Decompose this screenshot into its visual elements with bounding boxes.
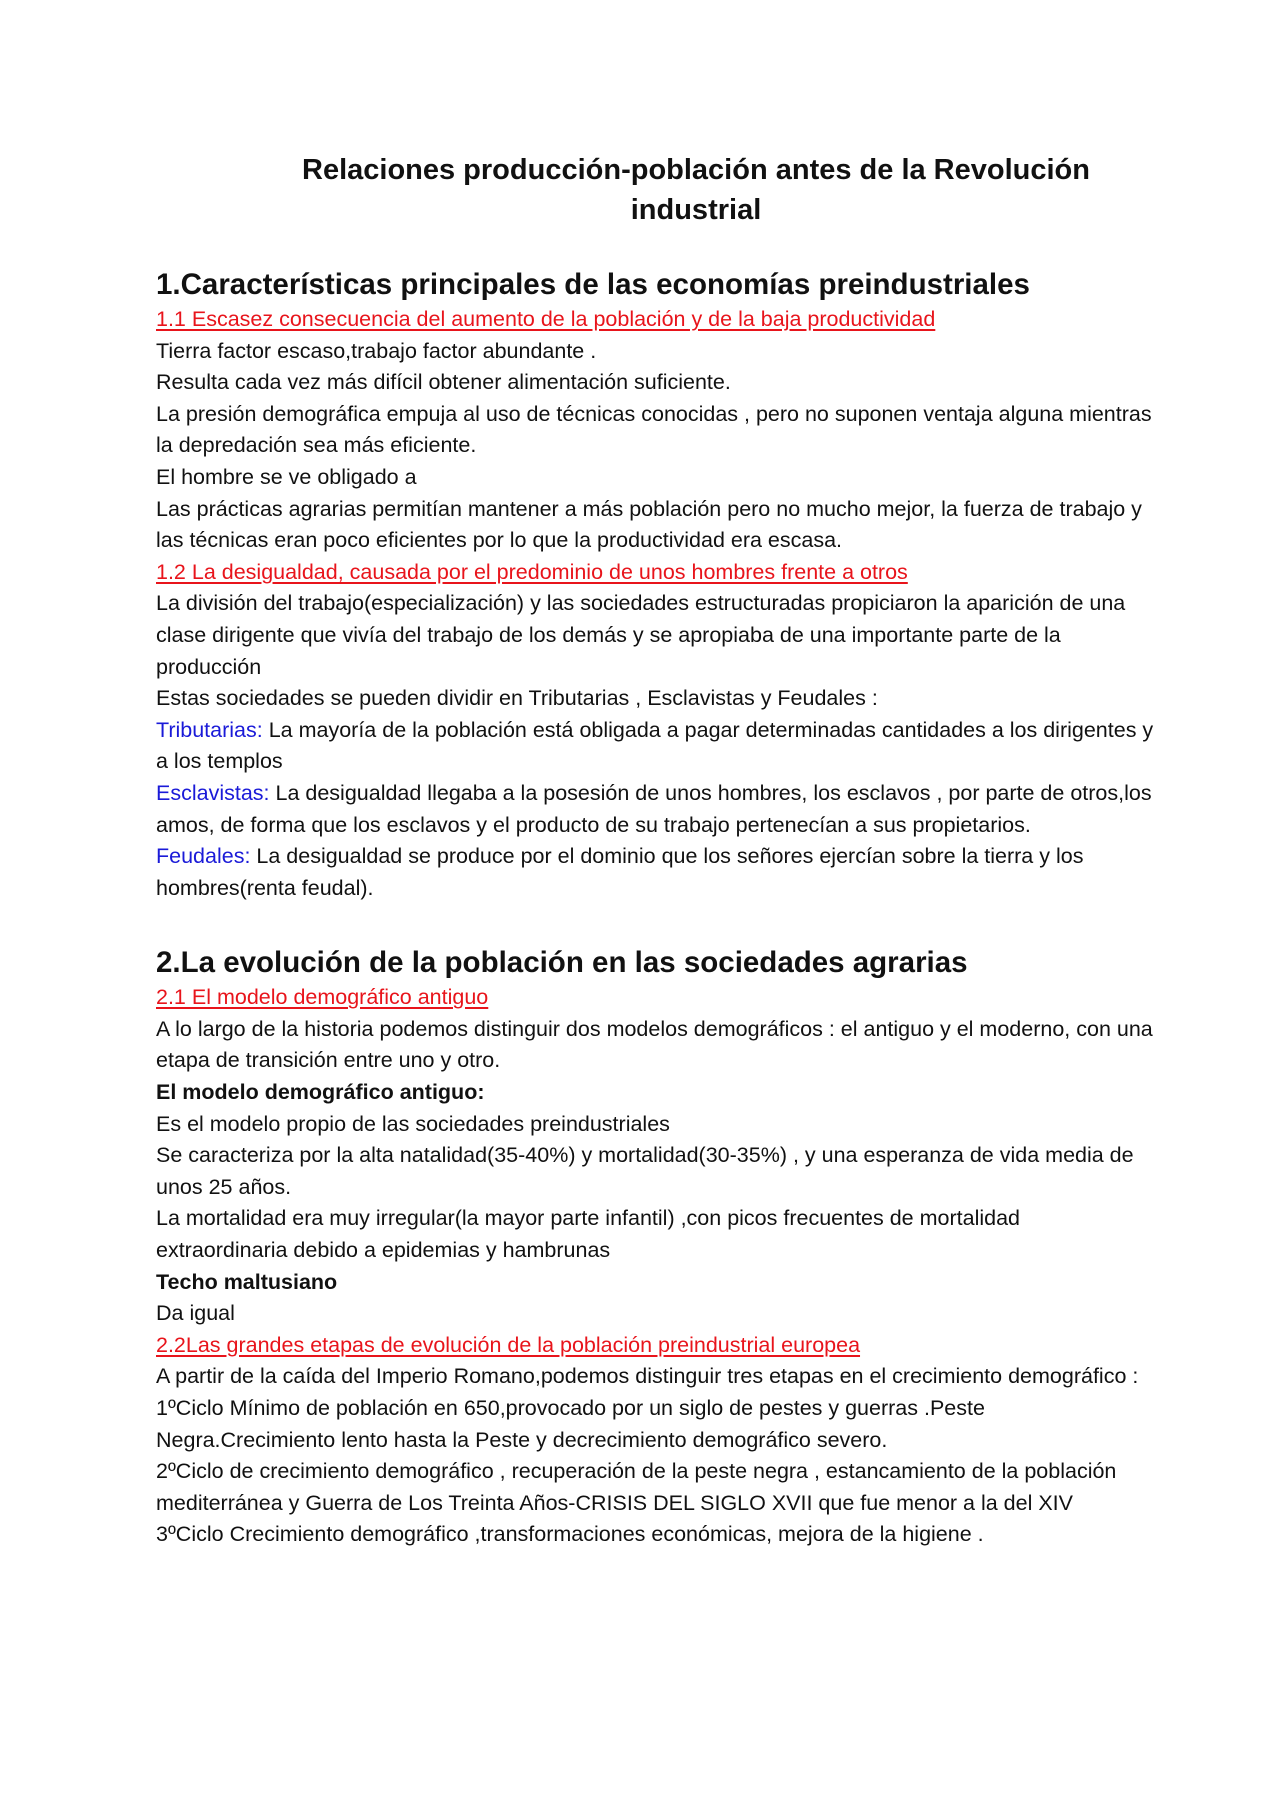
definition-esclavistas xyxy=(156,778,1156,841)
paragraph: A lo largo de la historia podemos distinguir dos modelos demográficos : el antiguo y el moderno, con una etapa de transición entre uno y otro. xyxy=(156,1016,1153,1073)
subsection-2-1-heading: 2.1 El modelo demográfico antiguo xyxy=(156,985,489,1010)
paragraph: Tierra factor escaso,trabajo factor abundante . xyxy=(156,338,597,363)
definition-text: La desigualdad llegaba a la posesión de unos hombres, los esclavos , por parte de otros,los amos, de forma que los esclavos y el producto de su trabajo pertenecían a sus propietarios. xyxy=(156,780,1152,837)
paragraph: Las prácticas agrarias permitían mantener a más población pero no mucho mejor, la fuerza de trabajo y las técnicas eran poco eficientes por lo que la productividad era escasa. xyxy=(156,496,1142,553)
definition-tributarias xyxy=(156,715,1156,778)
section-1-heading: 1.Características principales de las economías preindustriales xyxy=(156,268,1030,301)
paragraph: 1ºCiclo Mínimo de población en 650,provocado por un siglo de pestes y guerras .Peste Negra.Crecimiento lento hasta la Peste y decrecimiento demográfico severo. xyxy=(156,1396,985,1452)
paragraph: Es el modelo propio de las sociedades preindustriales xyxy=(156,1111,670,1136)
bold-label: Techo maltusiano xyxy=(156,1269,338,1294)
section-2-heading: 2.La evolución de la población en las sociedades agrarias xyxy=(156,946,968,980)
subsection-1-2-heading: 1.2 La desigualdad, causada por el predominio de unos hombres frente a otros xyxy=(156,559,908,584)
paragraph: El hombre se ve obligado a xyxy=(156,464,417,489)
bold-label: El modelo demográfico antiguo: xyxy=(156,1080,485,1105)
subsection-2-2-heading: 2.2Las grandes etapas de evolución de la población preindustrial europea xyxy=(156,1332,861,1357)
paragraph: 3ºCiclo Crecimiento demográfico ,transformaciones económicas, mejora de la higiene . xyxy=(156,1522,984,1547)
paragraph: Da igual xyxy=(156,1301,235,1326)
paragraph: 2ºCiclo de crecimiento demográfico , recuperación de la peste negra , estancamiento de la población mediterránea y Guerra de Los Treinta Años-CRISIS DEL SIGLO XVII que fue menor a la del XIV xyxy=(156,1459,1117,1515)
paragraph: Se caracteriza por la alta natalidad(35-40%) y mortalidad(30-35%) , y una esperanza de vida media de unos 25 años. xyxy=(156,1143,1134,1199)
term-esclavistas: Esclavistas: xyxy=(156,780,270,805)
paragraph: Estas sociedades se pueden dividir en Tributarias , Esclavistas y Feudales : xyxy=(156,686,878,711)
paragraph: La mortalidad era muy irregular(la mayor parte infantil) ,con picos frecuentes de mortalidad extraordinaria debido a epidemias y hambrunas xyxy=(156,1206,1020,1263)
definition-text: La desigualdad se produce por el dominio que los señores ejercían sobre la tierra y los hombres(renta feudal). xyxy=(156,844,1084,900)
term-feudales: Feudales: xyxy=(156,844,251,869)
document-content xyxy=(156,150,1156,1551)
subsection-1-1-heading: 1.1 Escasez consecuencia del aumento de la población y de la baja productividad xyxy=(156,307,936,331)
definition-text: La mayoría de la población está obligada a pagar determinadas cantidades a los dirigentes y a los templos xyxy=(156,717,1154,774)
paragraph: La división del trabajo(especialización) y las sociedades estructuradas propiciaron la aparición de una clase dirigente que vivía del trabajo de los demás y se apropiaba de una importante parte de la producción xyxy=(156,591,1126,679)
definition-feudales xyxy=(156,841,1156,904)
paragraph: Resulta cada vez más difícil obtener alimentación suficiente. xyxy=(156,370,731,395)
paragraph: La presión demográfica empuja al uso de técnicas conocidas , pero no suponen ventaja alguna mientras la depredación sea más eficiente. xyxy=(156,401,1152,458)
paragraph: A partir de la caída del Imperio Romano,podemos distinguir tres etapas en el crecimiento demográfico : xyxy=(156,1364,1139,1389)
document-title: Relaciones producción-población antes de la Revolución industrial xyxy=(302,154,1090,226)
term-tributarias: Tributarias: xyxy=(156,717,263,742)
